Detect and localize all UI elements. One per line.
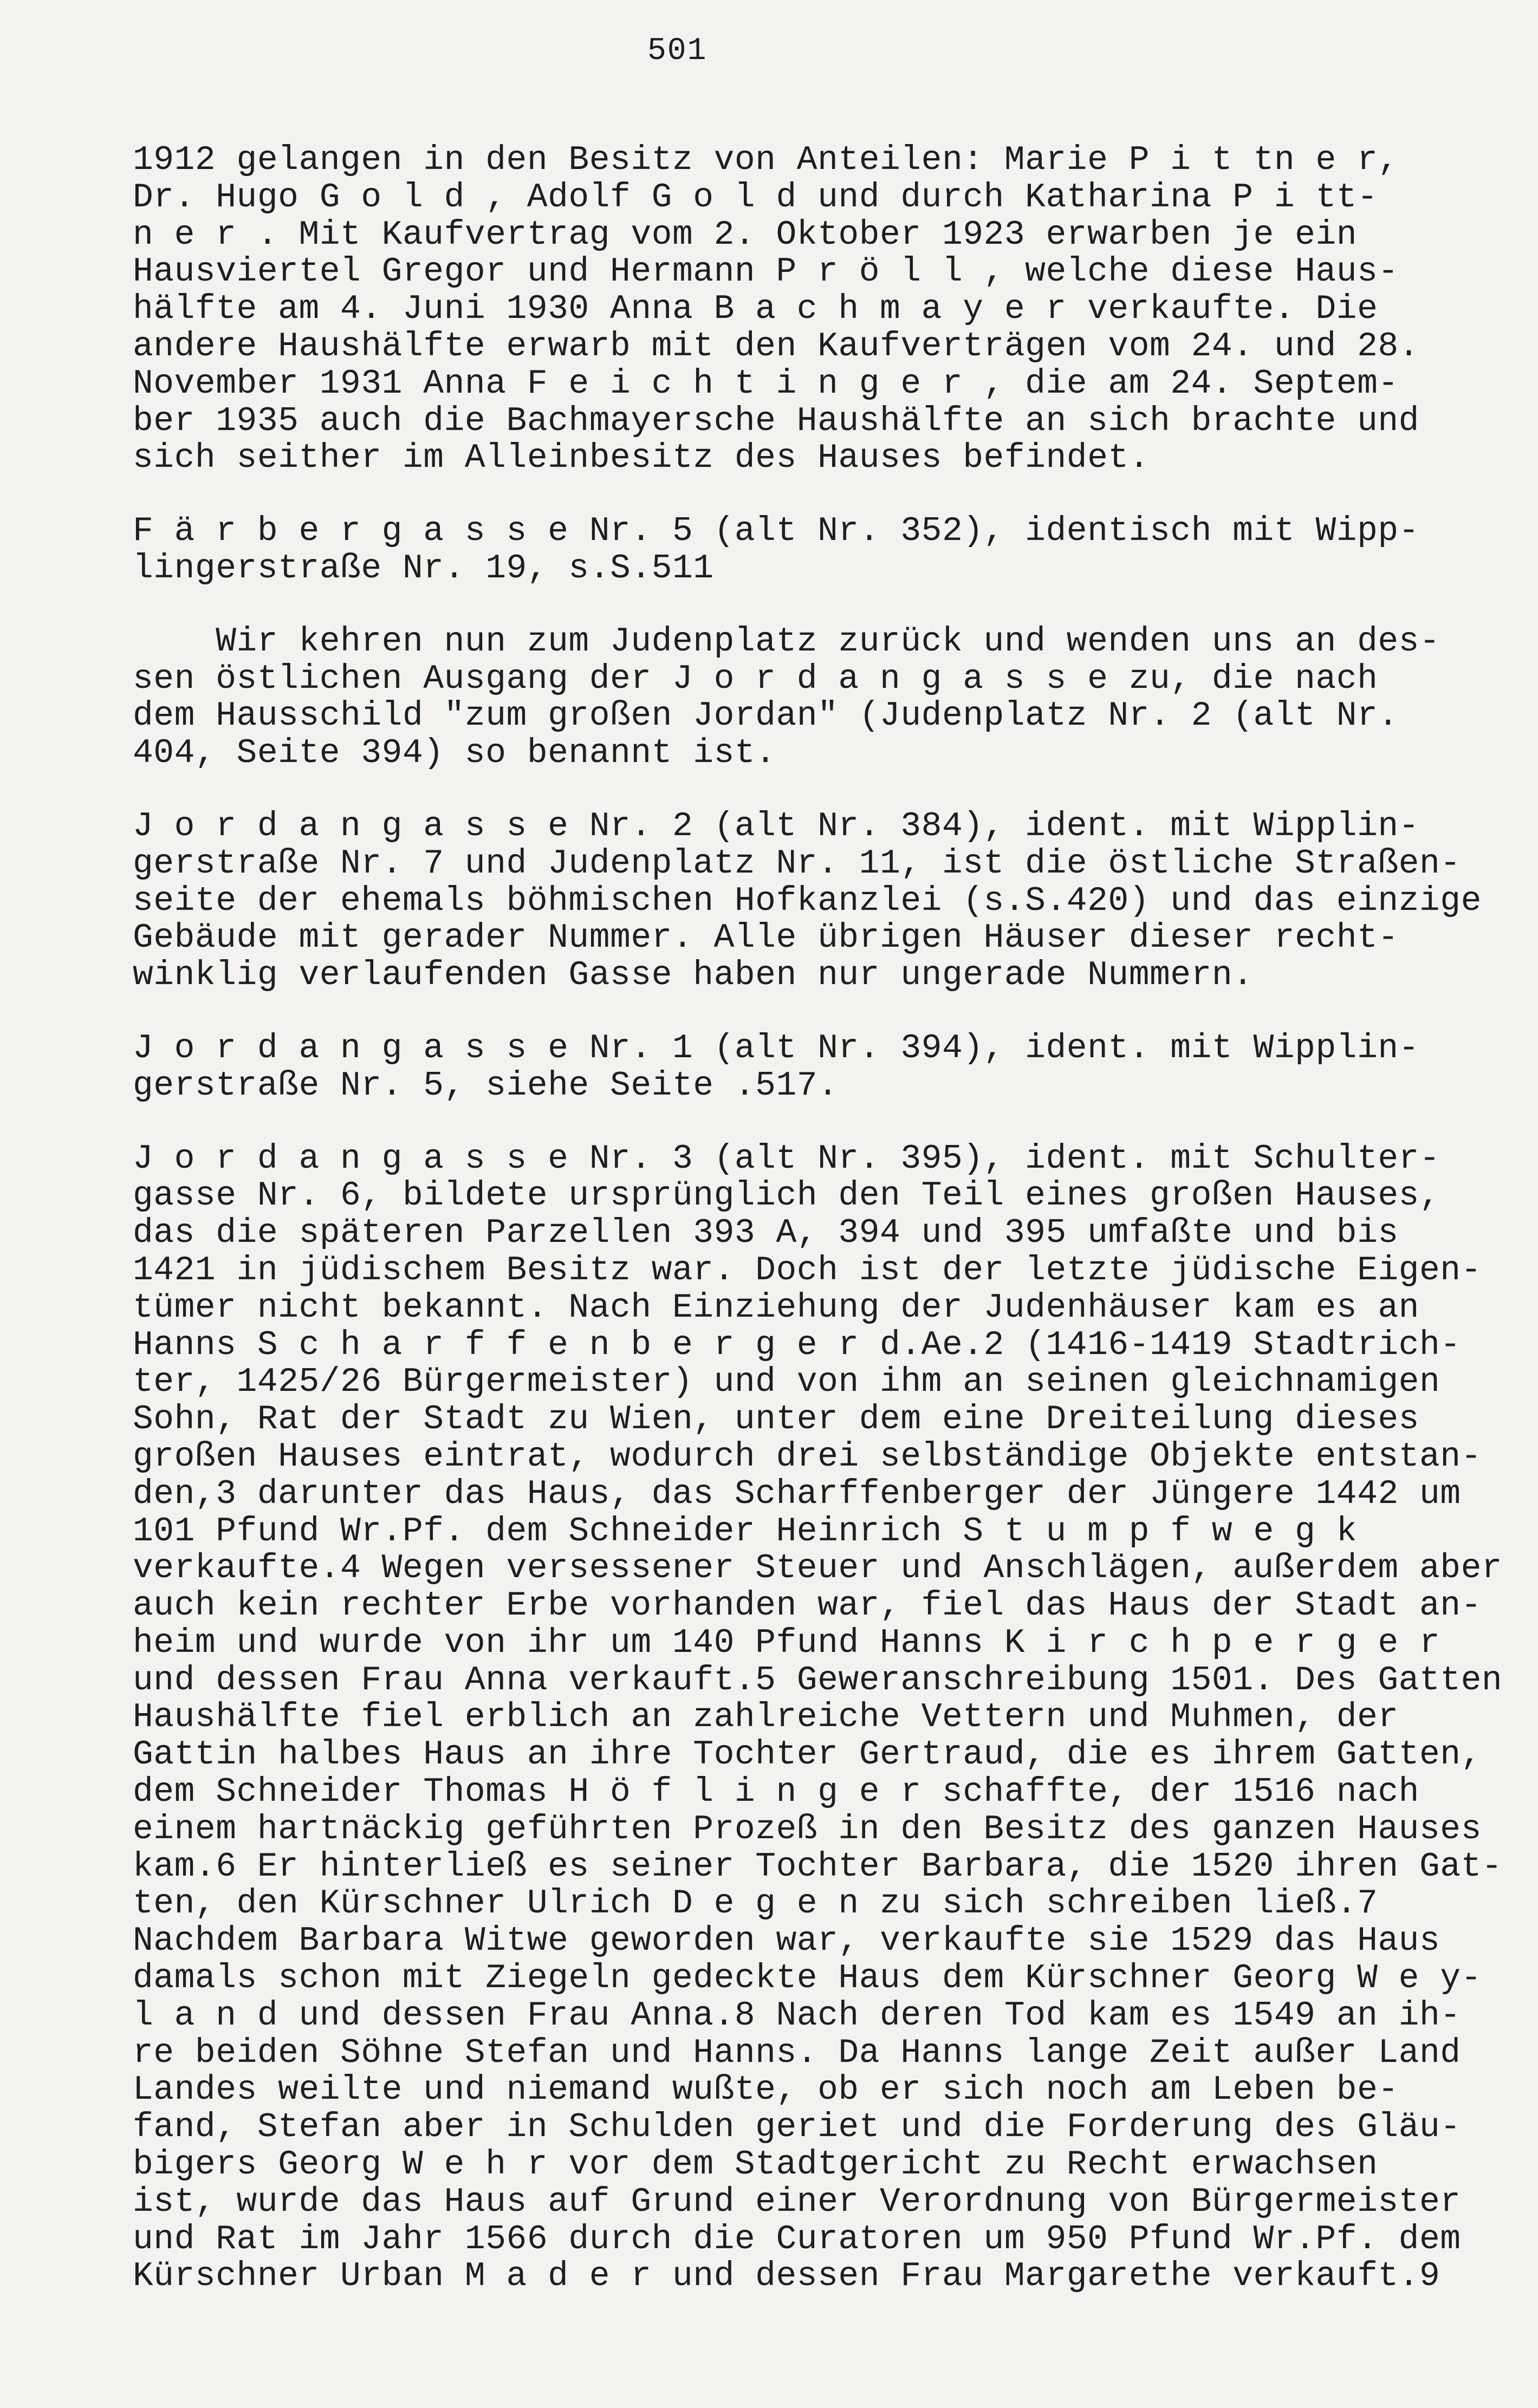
paragraph [133, 1141, 1520, 2296]
text-line: sen östlichen Ausgang der J o r d a n g a s s e zu, die nach [133, 659, 1378, 698]
document-body [133, 142, 1520, 2295]
text-line: andere Haushälfte erwarb mit den Kaufverträgen vom 24. und 28. [133, 327, 1419, 366]
paragraph [133, 808, 1520, 994]
text-line: Gebäude mit gerader Nummer. Alle übrigen Häuser dieser recht- [133, 919, 1399, 958]
text-line: den,3 darunter das Haus, das Scharffenberger der Jüngere 1442 um [133, 1474, 1461, 1513]
text-line: großen Hauses eintrat, wodurch drei selbständige Objekte entstan- [133, 1437, 1482, 1476]
page-number: 501 [647, 34, 708, 69]
text-line: gasse Nr. 6, bildete ursprünglich den Teil eines großen Hauses, [133, 1176, 1440, 1215]
text-line: Dr. Hugo G o l d , Adolf G o l d und durch Katharina P i tt- [133, 178, 1378, 217]
text-line: gerstraße Nr. 5, siehe Seite .517. [133, 1066, 839, 1105]
paragraph-gap [133, 1105, 1520, 1141]
text-line: J o r d a n g a s s e Nr. 3 (alt Nr. 395), ident. mit Schulter- [133, 1139, 1440, 1178]
text-line: Hanns S c h a r f f e n b e r g e r d.Ae.2 (1416-1419 Stadtrich- [133, 1325, 1461, 1364]
text-line: 404, Seite 394) so benannt ist. [133, 734, 776, 773]
paragraph-gap [133, 772, 1520, 808]
text-line: und Rat im Jahr 1566 durch die Curatoren um 950 Pfund Wr.Pf. dem [133, 2220, 1461, 2259]
text-line: seite der ehemals böhmischen Hofkanzlei (s.S.420) und das einzige [133, 881, 1482, 920]
text-line: gerstraße Nr. 7 und Judenplatz Nr. 11, ist die östliche Straßen- [133, 844, 1461, 883]
text-line: fand, Stefan aber in Schulden geriet und die Forderung des Gläu- [133, 2108, 1461, 2147]
text-line: ter, 1425/26 Bürgermeister) und von ihm an seinen gleichnamigen [133, 1363, 1440, 1402]
text-line: und dessen Frau Anna verkauft.5 Geweranschreibung 1501. Des Gatten [133, 1661, 1503, 1700]
text-line: kam.6 Er hinterließ es seiner Tochter Barbara, die 1520 ihren Gat- [133, 1847, 1503, 1886]
text-line: Nachdem Barbara Witwe geworden war, verkaufte sie 1529 das Haus [133, 1922, 1440, 1961]
paragraph-gap [133, 477, 1520, 513]
paragraph [133, 142, 1520, 477]
text-line: re beiden Söhne Stefan und Hanns. Da Hanns lange Zeit außer Land [133, 2033, 1461, 2072]
text-line: Landes weilte und niemand wußte, ob er sich noch am Leben be- [133, 2071, 1399, 2110]
text-line: ten, den Kürschner Ulrich D e g e n zu sich schreiben ließ.7 [133, 1884, 1378, 1923]
paragraph [133, 623, 1520, 772]
text-line: das die späteren Parzellen 393 A, 394 und 395 umfaßte und bis [133, 1214, 1399, 1253]
text-line: Haushälfte fiel erblich an zahlreiche Vettern und Muhmen, der [133, 1698, 1399, 1737]
text-line: dem Schneider Thomas H ö f l i n g e r schaffte, der 1516 nach [133, 1773, 1419, 1812]
text-line: winklig verlaufenden Gasse haben nur ungerade Nummern. [133, 956, 1254, 995]
text-line: verkaufte.4 Wegen versessener Steuer und Anschlägen, außerdem aber [133, 1549, 1503, 1588]
text-line: Hausviertel Gregor und Hermann P r ö l l , welche diese Haus- [133, 252, 1399, 291]
text-line: J o r d a n g a s s e Nr. 2 (alt Nr. 384), ident. mit Wipplin- [133, 806, 1419, 845]
text-line: l a n d und dessen Frau Anna.8 Nach deren Tod kam es 1549 an ih- [133, 1996, 1461, 2035]
text-line: bigers Georg W e h r vor dem Stadtgericht zu Recht erwachsen [133, 2145, 1378, 2184]
text-line: Kürschner Urban M a d e r und dessen Frau Margarethe verkauft.9 [133, 2257, 1440, 2296]
text-line: ber 1935 auch die Bachmayersche Haushälfte an sich brachte und [133, 401, 1419, 440]
text-line: sich seither im Alleinbesitz des Hauses befindet. [133, 439, 1150, 478]
text-line: November 1931 Anna F e i c h t i n g e r , die am 24. Septem- [133, 364, 1399, 403]
paragraph-gap [133, 994, 1520, 1030]
text-line: einem hartnäckig geführten Prozeß in den Besitz des ganzen Hauses [133, 1810, 1482, 1849]
text-line: 1421 in jüdischem Besitz war. Doch ist der letzte jüdische Eigen- [133, 1251, 1482, 1290]
paragraph [133, 513, 1520, 588]
text-line: n e r . Mit Kaufvertrag vom 2. Oktober 1923 erwarben je ein [133, 215, 1358, 254]
text-line: dem Hausschild "zum großen Jordan" (Judenplatz Nr. 2 (alt Nr. [133, 697, 1399, 736]
text-line: heim und wurde von ihr um 140 Pfund Hanns K i r c h p e r g e r [133, 1623, 1440, 1662]
text-line: 1912 gelangen in den Besitz von Anteilen: Marie P i t tn e r, [133, 141, 1399, 179]
paragraph [133, 1030, 1520, 1105]
paragraph-gap [133, 588, 1520, 623]
text-line: F ä r b e r g a s s e Nr. 5 (alt Nr. 352), identisch mit Wipp- [133, 512, 1419, 551]
text-line: damals schon mit Ziegeln gedeckte Haus dem Kürschner Georg W e y- [133, 1959, 1482, 1998]
text-line: tümer nicht bekannt. Nach Einziehung der Judenhäuser kam es an [133, 1288, 1419, 1327]
text-line: J o r d a n g a s s e Nr. 1 (alt Nr. 394), ident. mit Wipplin- [133, 1029, 1419, 1068]
text-line: hälfte am 4. Juni 1930 Anna B a c h m a y e r verkaufte. Die [133, 290, 1378, 329]
text-line: ist, wurde das Haus auf Grund einer Verordnung von Bürgermeister [133, 2182, 1461, 2221]
text-line: Sohn, Rat der Stadt zu Wien, unter dem eine Dreiteilung dieses [133, 1400, 1419, 1439]
text-line: auch kein rechter Erbe vorhanden war, fiel das Haus der Stadt an- [133, 1586, 1482, 1625]
text-line: 101 Pfund Wr.Pf. dem Schneider Heinrich S t u m p f w e g k [133, 1512, 1358, 1551]
text-line: lingerstraße Nr. 19, s.S.511 [133, 549, 714, 588]
text-line: Wir kehren nun zum Judenplatz zurück und wenden uns an des- [133, 622, 1440, 661]
text-line: Gattin halbes Haus an ihre Tochter Gertraud, die es ihrem Gatten, [133, 1735, 1482, 1774]
